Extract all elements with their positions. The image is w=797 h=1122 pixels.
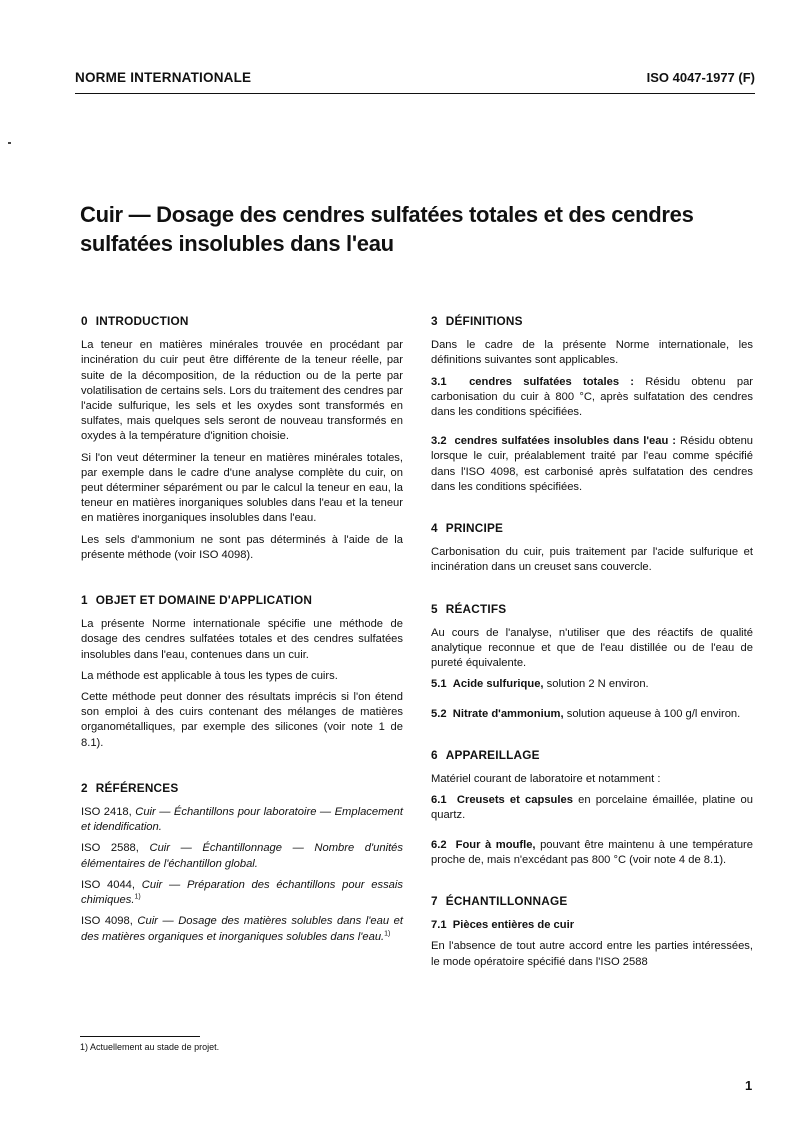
section-7-heading: 7 ÉCHANTILLONNAGE bbox=[431, 894, 568, 909]
section-0-paragraph-3: Les sels d'ammonium ne sont pas déterminés à l'aide de la présente méthode (voir ISO 4098). bbox=[81, 533, 403, 561]
section-1-paragraph-2: La méthode est applicable à tous les types de cuirs. bbox=[81, 669, 338, 682]
reference-item: ISO 2418, Cuir — Échantillons pour laboratoire — Emplacement et idendification. bbox=[81, 806, 403, 834]
section-4-heading: 4 PRINCIPE bbox=[431, 521, 504, 536]
section-2-heading: 2 RÉFÉRENCES bbox=[81, 780, 179, 795]
section-6-heading: 6 APPAREILLAGE bbox=[431, 747, 540, 762]
section-3-heading: 3 DÉFINITIONS bbox=[431, 314, 523, 328]
reagent-5-2: 5.2 Nitrate d'ammonium, solution aqueuse à 100 g/l environ. bbox=[431, 707, 741, 720]
reference-item: ISO 2588, Cuir — Échantillonnage — Nombre d'unités élémentaires de l'échantillon global. bbox=[81, 842, 403, 870]
page-number: 1 bbox=[745, 1078, 753, 1093]
header-right: ISO 4047-1977 (F) bbox=[646, 70, 755, 85]
footnote-marker: 1) bbox=[384, 929, 391, 937]
section-5-heading: 5 RÉACTIFS bbox=[431, 601, 507, 616]
section-1-heading: 1 OBJET ET DOMAINE D'APPLICATION bbox=[81, 593, 313, 608]
section-0-paragraph-1: La teneur en matières minérales trouvée en procédant par incinération du cuir peut être différente de la teneur réelle, par suite de la décomposition, de la réduction ou de la perte par volatilisation de certains sels. Lors du traitement des cendres par l'acide sulfurique, les sels et les oxydes sont transformés en sulfates, mais quelques sels seront de nouveau transformés en oxydes à la température d'ignition choisie. bbox=[81, 339, 403, 443]
apparatus-6-2: 6.2 Four à moufle, pouvant être maintenu à une température proche de, mais n'excédant pas 800 °C (voir note 4 de 8.1). bbox=[431, 838, 754, 866]
document-title: Cuir — Dosage des cendres sulfatées totales et des cendres sulfatées insolubles dans l'eau bbox=[80, 202, 694, 256]
definition-3-2: 3.2 cendres sulfatées insolubles dans l'eau : Résidu obtenu lorsque le cuir, préalablement traité par l'eau comme spécifié dans l'ISO 4098, est carbonisé après sulfatation des cendres dans les conditions spécifiées. bbox=[431, 435, 754, 493]
reagent-5-1: 5.1 Acide sulfurique, solution 2 N environ. bbox=[431, 678, 649, 691]
reference-item: ISO 4044, Cuir — Préparation des échantillons pour essais chimiques.$^{1)}$ bbox=[81, 878, 403, 907]
apparatus-6-1: 6.1 Creusets et capsules en porcelaine émaillée, platine ou quartz. bbox=[431, 794, 754, 822]
section-0-heading: 0 INTRODUCTION bbox=[81, 314, 189, 328]
running-header bbox=[75, 70, 755, 92]
reference-item: ISO 4098, Cuir — Dosage des matières solubles dans l'eau et des matières organiques et inorganiques solubles dans l'eau.$^{1)}$ bbox=[81, 915, 403, 943]
section-5-paragraph-1: Au cours de l'analyse, n'utiliser que des réactifs de qualité analytique reconnue et que de l'eau distillée ou de l'eau de pureté équivalente. bbox=[431, 626, 753, 670]
header-rule bbox=[75, 93, 755, 94]
section-3-paragraph-1: Dans le cadre de la présente Norme internationale, les définitions suivantes sont applicables. bbox=[431, 339, 753, 367]
section-1-paragraph-1: La présente Norme internationale spécifie une méthode de dosage des cendres sulfatées totales et des cendres sulfatées insolubles dans l'eau, contenues dans un cuir. bbox=[81, 618, 403, 661]
section-4-paragraph-1: Carbonisation du cuir, puis traitement par l'acide sulfurique et incinération dans un creuset sans couvercle. bbox=[431, 546, 753, 574]
section-7-paragraph-1: En l'absence de tout autre accord entre les parties intéressées, le mode opératoire spécifié dans l'ISO 2588 bbox=[431, 940, 753, 968]
header-left: NORME INTERNATIONALE bbox=[75, 70, 252, 85]
section-1-paragraph-3: Cette méthode peut donner des résultats imprécis si l'on étend son emploi à des cuirs contenant des mélanges de matières organométalliques, par exemple des silicones (voir note 1 de 8.1). bbox=[81, 691, 403, 749]
section-6-paragraph-1: Matériel courant de laboratoire et notamment : bbox=[431, 773, 661, 786]
footnote-marker: 1) bbox=[134, 893, 141, 901]
left-column bbox=[81, 314, 403, 951]
right-column bbox=[431, 314, 753, 976]
footnote: 1) Actuellement au stade de projet. bbox=[80, 1042, 220, 1052]
section-0-paragraph-2: Si l'on veut déterminer la teneur en matières minérales totales, par exemple dans le cadre d'une analyse complète du cuir, on peut déterminer séparément ou par le calcul la teneur en eau, la teneur en matières inorganiques solubles dans l'eau et la teneur en matières inorganiques insolubles dans l'eau. bbox=[81, 451, 403, 525]
footnote-rule bbox=[80, 1036, 200, 1037]
scan-speck bbox=[8, 142, 11, 144]
subsection-7-1-heading: 7.1 Pièces entières de cuir bbox=[431, 919, 575, 932]
definition-3-1: 3.1 cendres sulfatées totales : Résidu obtenu par carbonisation du cuir à 800 °C, après sulfatation des cendres dans les conditions spécifiées. bbox=[431, 375, 754, 419]
